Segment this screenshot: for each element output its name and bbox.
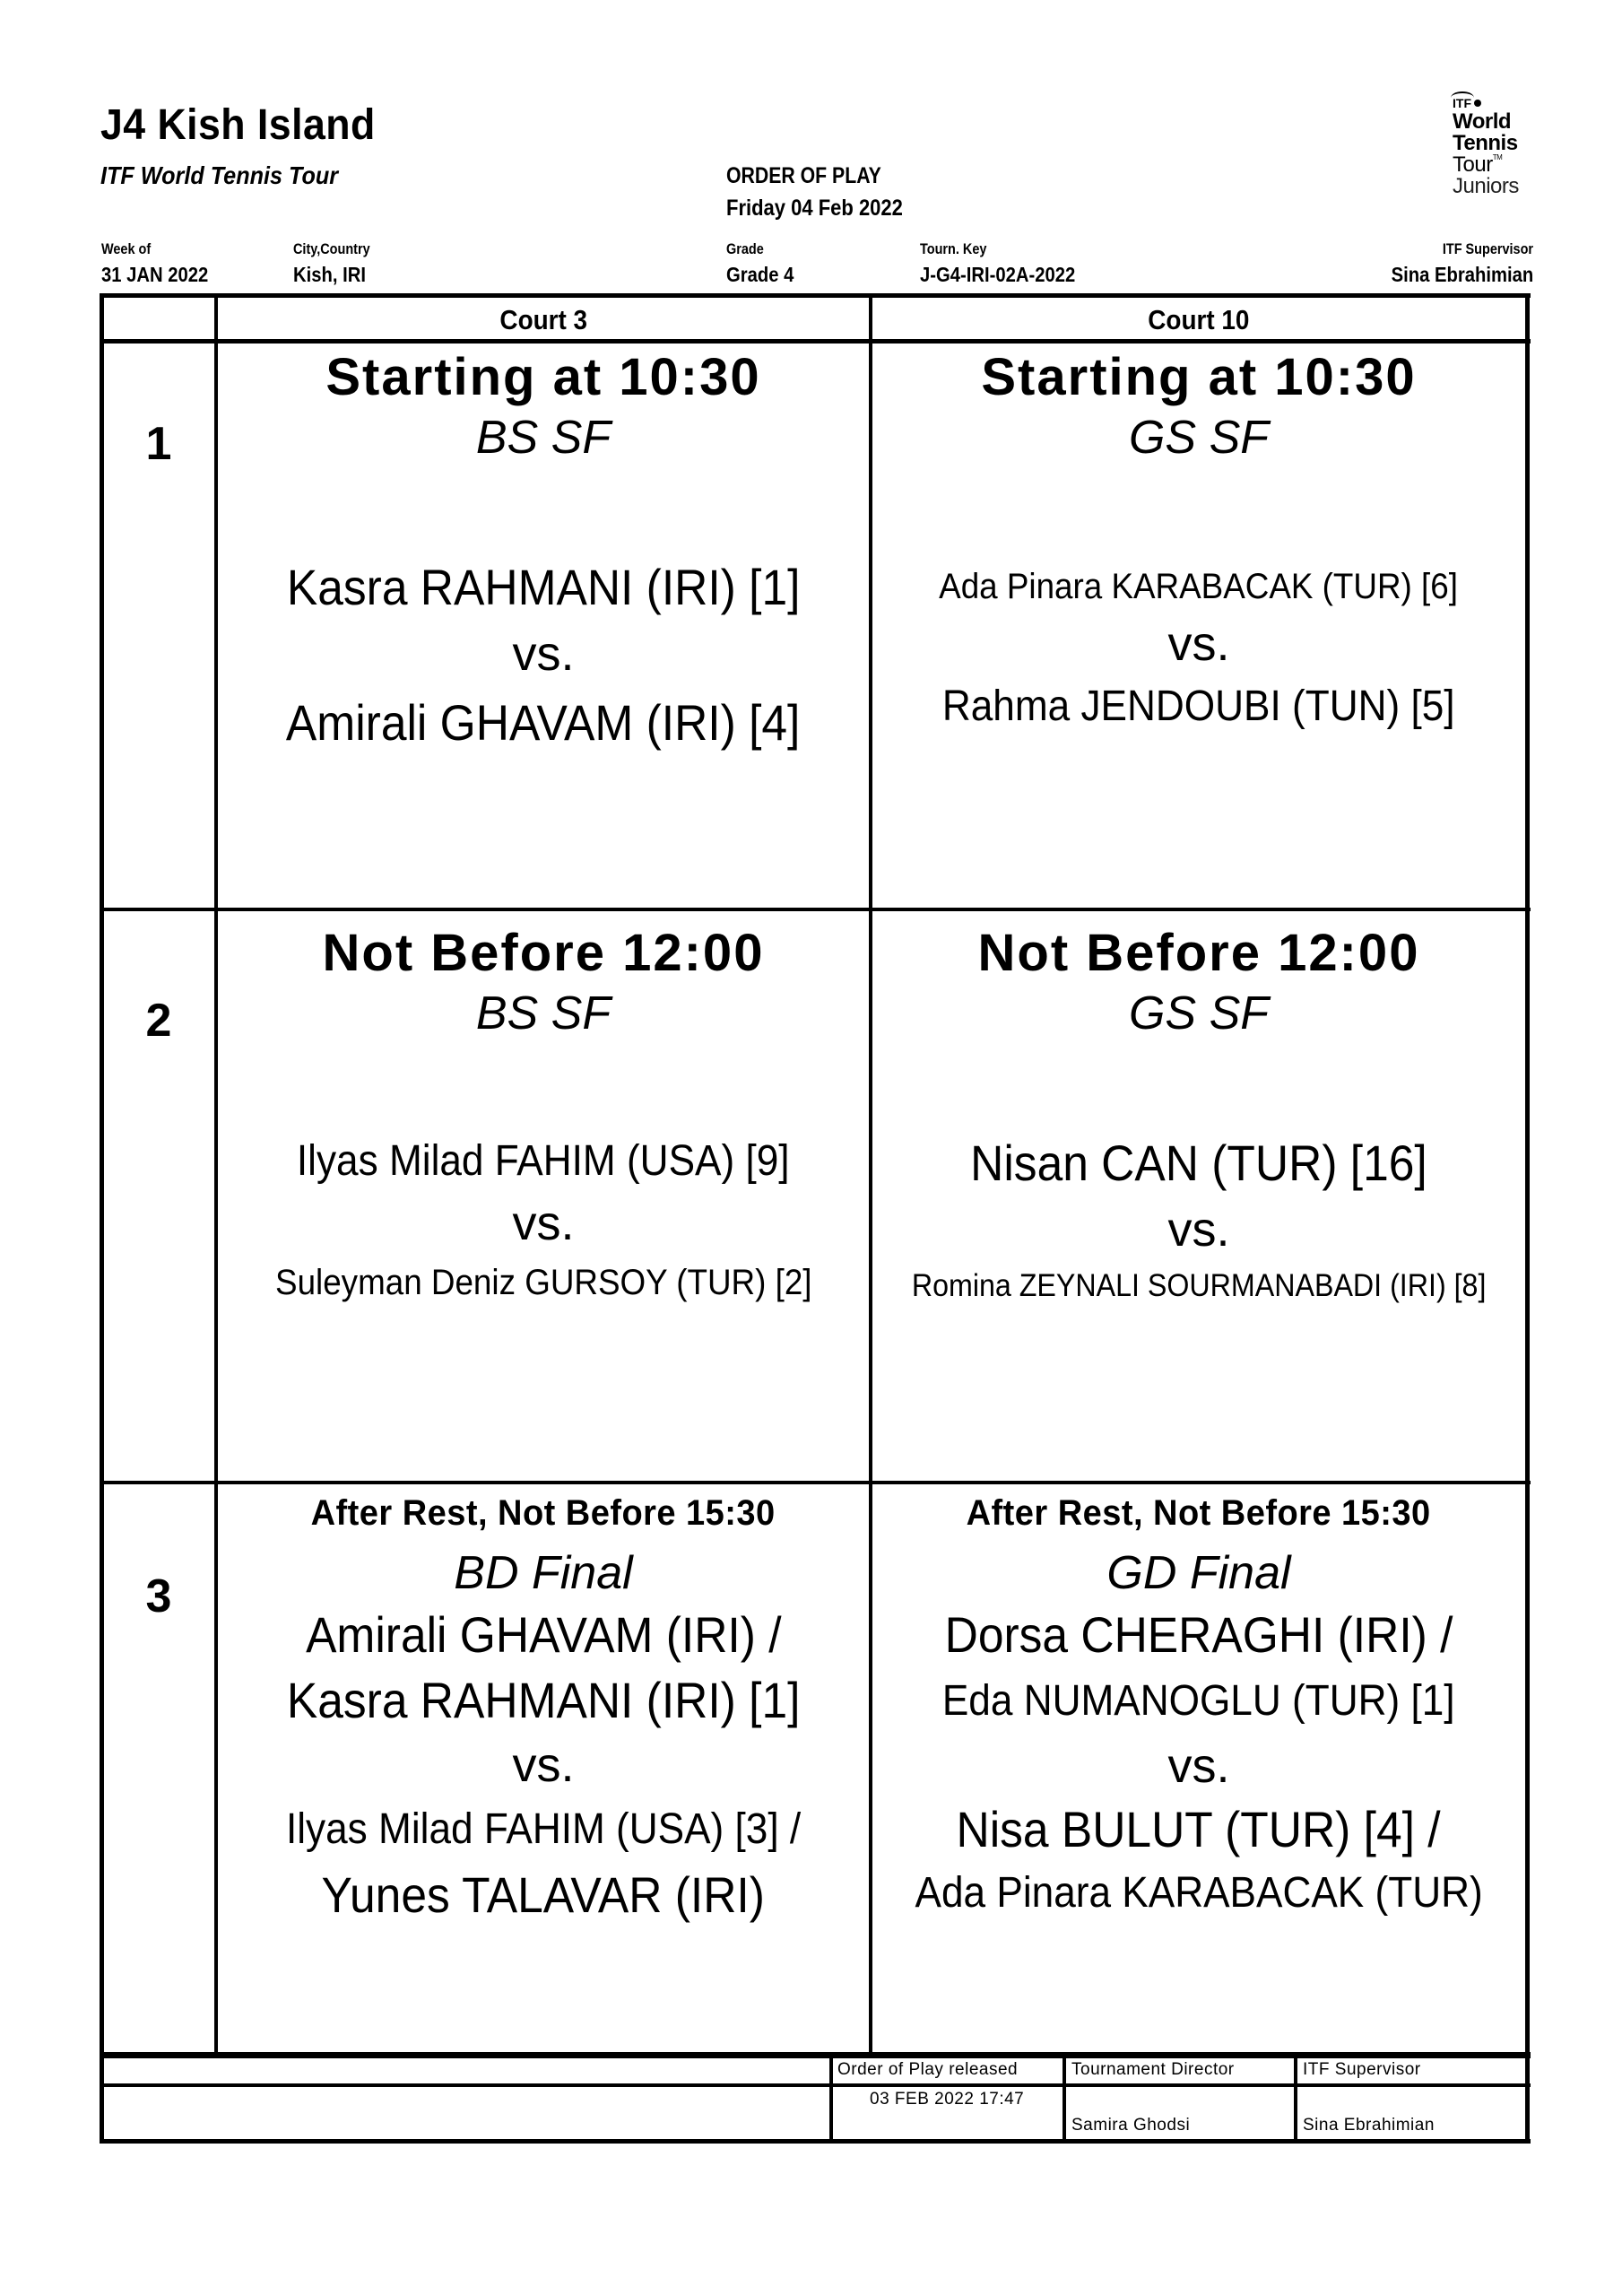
player-side1: Ada Pinara KARABACAK (TUR) [6] (939, 566, 1459, 606)
footer-supervisor-label: ITF Supervisor (1303, 2060, 1421, 2079)
order-of-play-label: ORDER OF PLAY (726, 163, 881, 188)
tournament-key-value: J-G4-IRI-02A-2022 (920, 263, 1076, 286)
itf-supervisor-value: Sina Ebrahimian (1391, 263, 1533, 286)
row-number-2: 2 (145, 995, 172, 1047)
footer-mid-border (100, 2083, 1531, 2087)
match-time: Starting at 10:30 (325, 348, 761, 406)
player-side1-a: Dorsa CHERAGHI (IRI) / (944, 1606, 1453, 1663)
match-event: GD Final (1106, 1547, 1291, 1599)
player-side2-b: Yunes TALAVAR (IRI) (321, 1866, 766, 1924)
versus-label: vs. (512, 1737, 575, 1792)
footer-supervisor-name: Sina Ebrahimian (1303, 2116, 1435, 2135)
tournament-key-label: Tourn. Key (920, 240, 987, 257)
footer-divider-supervisor (1294, 2054, 1297, 2142)
trademark-symbol: TM (1492, 153, 1503, 161)
released-timestamp: 03 FEB 2022 17:47 (870, 2090, 1025, 2109)
player-side2: Romina ZEYNALI SOURMANABADI (IRI) [8] (911, 1267, 1487, 1303)
tournament-title: J4 Kish Island (100, 101, 376, 149)
match-cell-r1-court3 (218, 346, 869, 756)
versus-label: vs. (512, 627, 575, 682)
match-time: After Rest, Not Before 15:30 (967, 1493, 1431, 1533)
grade-value: Grade 4 (726, 263, 794, 286)
match-event: BD Final (454, 1547, 633, 1599)
player-side1-a: Amirali GHAVAM (IRI) / (305, 1606, 782, 1663)
row-divider-1 (100, 908, 1531, 911)
footer-divider-released (829, 2054, 833, 2142)
row-number-3: 3 (145, 1570, 172, 1622)
week-of-value: 31 JAN 2022 (101, 263, 209, 286)
court-3-label: Court 3 (499, 304, 587, 335)
tournament-director-name: Samira Ghodsi (1071, 2116, 1191, 2135)
tournament-director-label: Tournament Director (1071, 2060, 1235, 2079)
match-event: BS SF (475, 987, 612, 1039)
match-cell-r3-court3 (218, 1491, 869, 1928)
footer-top-border (100, 2052, 1531, 2058)
row-divider-2 (100, 1481, 1531, 1484)
table-bottom-border (100, 2139, 1531, 2144)
player-side2: Suleyman Deniz GURSOY (TUR) [2] (274, 1262, 812, 1302)
player-side1-b: Kasra RAHMANI (IRI) [1] (286, 1671, 801, 1728)
match-event: GS SF (1128, 987, 1270, 1039)
logo-arc-icon (1451, 91, 1474, 104)
tennis-ball-icon (1474, 100, 1481, 107)
court-header-court-3 (218, 300, 869, 341)
versus-label: vs. (1167, 1739, 1230, 1794)
logo-tour-word: Tour (1453, 152, 1493, 177)
row-number-1: 1 (145, 418, 172, 470)
player-side2-a: Nisa BULUT (TUR) [4] / (956, 1801, 1442, 1858)
player-side1: Nisan CAN (TUR) [16] (970, 1134, 1427, 1191)
match-cell-r2-court3 (218, 922, 869, 1307)
table-right-border (1525, 293, 1530, 2144)
match-cell-r2-court10 (872, 922, 1525, 1307)
city-country-value: Kish, IRI (293, 263, 366, 286)
released-label: Order of Play released (837, 2060, 1019, 2079)
versus-label: vs. (512, 1196, 575, 1251)
match-time: Not Before 12:00 (977, 924, 1420, 982)
versus-label: vs. (1167, 1203, 1230, 1257)
logo-itf-text: ITF (1453, 96, 1471, 110)
player-side2: Amirali GHAVAM (IRI) [4] (286, 693, 801, 751)
logo-juniors-text: Juniors (1453, 174, 1519, 198)
match-cell-r1-court10 (872, 346, 1525, 736)
week-of-label: Week of (101, 240, 152, 257)
match-event: BS SF (475, 411, 612, 464)
player-side2-a: Ilyas Milad FAHIM (USA) [3] / (285, 1805, 802, 1853)
player-side2: Rahma JENDOUBI (TUN) [5] (942, 683, 1455, 731)
itf-wtt-juniors-logo (1453, 97, 1542, 197)
logo-tennis-text: Tennis (1453, 131, 1518, 155)
play-date: Friday 04 Feb 2022 (726, 196, 903, 221)
table-left-border (100, 293, 104, 2144)
player-side2-b: Ada Pinara KARABACAK (TUR) (915, 1869, 1483, 1918)
logo-tour-text (1453, 154, 1542, 176)
match-time: After Rest, Not Before 15:30 (311, 1493, 776, 1533)
match-event: GS SF (1128, 411, 1270, 464)
player-side1: Ilyas Milad FAHIM (USA) [9] (297, 1136, 790, 1185)
match-cell-r3-court10 (872, 1491, 1525, 1923)
city-country-label: City,Country (293, 240, 370, 257)
player-side1: Kasra RAHMANI (IRI) [1] (286, 558, 801, 615)
court-header-court-10 (872, 300, 1525, 341)
versus-label: vs. (1167, 616, 1230, 671)
logo-world-text: World (1453, 109, 1512, 134)
itf-supervisor-label: ITF Supervisor (1442, 240, 1533, 257)
tour-subtitle: ITF World Tennis Tour (100, 161, 339, 189)
court-10-label: Court 10 (1148, 304, 1250, 335)
grade-label: Grade (726, 240, 764, 257)
table-top-border (100, 293, 1531, 298)
match-time: Starting at 10:30 (981, 348, 1417, 406)
footer-divider-director (1063, 2054, 1066, 2142)
player-side1-b: Eda NUMANOGLU (TUR) [1] (942, 1676, 1455, 1725)
match-time: Not Before 12:00 (322, 924, 765, 982)
